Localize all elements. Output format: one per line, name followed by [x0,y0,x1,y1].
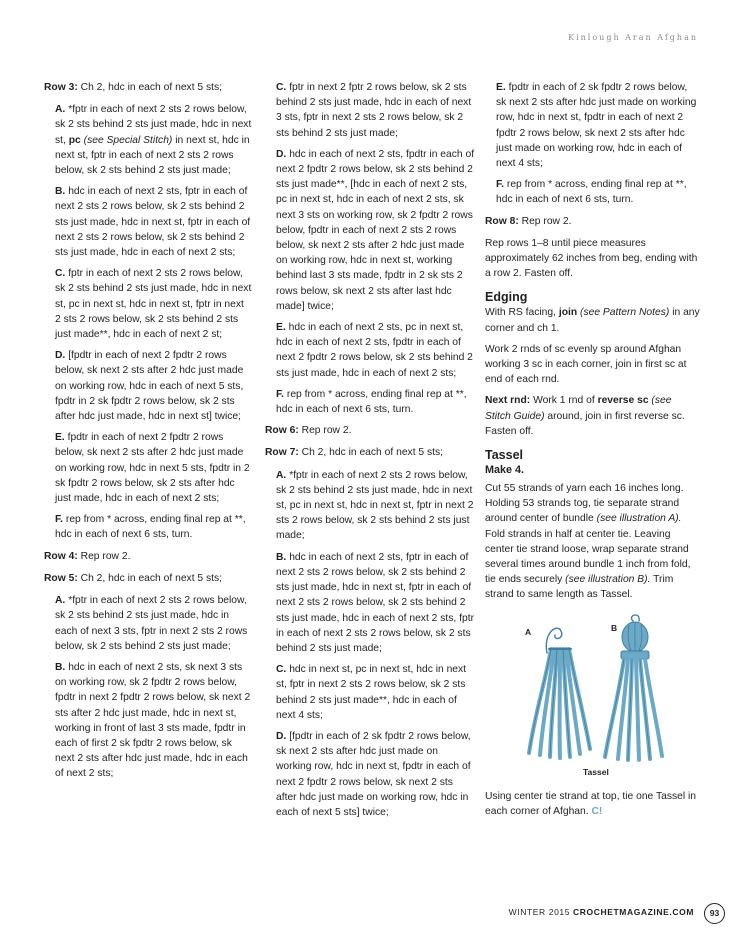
row-7-step-f: F. rep from * across, ending final rep at **, hdc in each of next 6 sts, turn. [496,179,687,206]
row-3-step-e: E. fpdtr in each of next 2 fpdtr 2 rows below, sk next 2 sts after 2 hdc just made on working row, hdc in next 5 sts, fpdtr in 2 sk fpdtr 2 rows below, sk 2 sts after hdc just made, hdc in each of next 2 sts; [55,432,250,505]
row-4-instruction: Row 4: Rep row 2. [44,550,131,562]
issue-label: WINTER 2015 [508,907,571,917]
row-7-step-c: C. hdc in next st, pc in next st, hdc in next st, fptr in next 2 sts 2 rows below, sk 2 sts behind 2 sts just made**, hdc in each of next 4 sts; [276,664,467,721]
row-5-instruction: Row 5: Ch 2, hdc in each of next 5 sts; [44,572,223,584]
repeat-rows-note: Rep rows 1–8 until piece measures approximately 62 inches from beg, ending with a row 2. Fasten off. [485,237,698,280]
row-7-instruction: Row 7: Ch 2, hdc in each of next 5 sts; [265,447,444,459]
tassel-heading: Tassel [485,448,523,463]
tassel-illustration [507,613,707,781]
tassel-drawing [507,613,707,763]
tassel-a-icon [529,628,590,758]
row-3-step-c: C. fptr in each of next 2 sts 2 rows below, sk 2 sts behind 2 sts just made, hdc in next st, pc in next st, hdc in next st, fptr in next 2 sts 2 rows below, sk 2 sts behind 2 sts just made**, hdc in each of next 2 st; [55,268,252,341]
column-3 [485,80,700,825]
row-3-step-a: A. *fptr in each of next 2 sts 2 rows below, sk 2 sts behind 2 sts just made, hdc in next st, pc (see Special Stitch) in next st, hdc in next st, fptr in each of next 2 sts 2 rows below, sk 2 sts behind 2 sts just made; [55,104,252,177]
row-7-step-d: D. [fpdtr in each of 2 sk fpdtr 2 rows below, sk next 2 sts after hdc just made on working row, hdc in next st, fpdtr in each of next 2 fpdtr 2 rows below, sk next 2 sts after hdc just made on working row, hdc in each of next 5 sts] twice; [276,730,471,818]
row-7-step-b: B. hdc in each of next 2 sts, fptr in each of next 2 sts 2 rows below, sk 2 sts behind 2 sts just made, hdc in next st, fptr in each of next 2 sts 2 rows below, sk 2 sts behind 2 sts just made, hdc in each of next 2 sts, fptr in each of next 2 sts 2 rows below, sk 2 sts behind 2 sts just made; [276,551,475,654]
illustration-label-b: B [611,622,618,633]
edging-paragraph-2: Work 2 rnds of sc evenly sp around Afghan working 3 sc in each corner, join in first sc at end of each rnd. [485,343,687,386]
row-6-instruction: Row 6: Rep row 2. [265,425,352,437]
row-5-step-c: C. fptr in next 2 fptr 2 rows below, sk 2 sts behind 2 sts just made, hdc in each of next 3 sts, fptr in next 2 sts 2 rows below, sk 2 sts behind 2 sts just made; [276,82,472,139]
row-5-step-e: E. hdc in each of next 2 sts, pc in next st, hdc in each of next 2 sts, fpdtr in each of next 2 fpdtr 2 rows below, sk 2 sts behind 2 sts just made, hdc in each of next 2 sts; [276,322,473,379]
row-7-step-e: E. fpdtr in each of 2 sk fpdtr 2 rows below, sk next 2 sts after hdc just made on working row, hdc in next st, fpdtr in each of next 2 fpdtr 2 rows below, sk next 2 sts after hdc just made on working row, hdc in each of next 4 sts; [496,82,697,170]
row-3-instruction: Row 3: Ch 2, hdc in each of next 5 sts; [44,82,223,93]
row-3-step-b: B. hdc in each of next 2 sts, fptr in each of next 2 sts 2 rows below, sk 2 sts behind 2 sts just made, hdc in next st, fptr in each of next 2 sts 2 rows below, sk 2 sts behind 2 sts just made, hdc in each of next 2 sts; [55,186,251,259]
tassel-instructions: Cut 55 strands of yarn each 16 inches long. Holding 53 strands tog, tie separate strand around center of bundle (see illustration A). Fold strands in half at center tie. Leaving center tie strand loose, wrap separate strand several times around bundle 1 inch from fold, tie ends securely (see illustration B). Trim strand to same length as Tassel. [485,483,691,601]
illustration-label-a: A [525,626,532,637]
row-5-step-b: B. hdc in each of next 2 sts, sk next 3 sts on working row, sk 2 fpdtr 2 rows below, fpdtr in next 2 fpdtr 2 rows below, sk next 2 sts after 2 hdc just made, hdc in next st, working in front of last 3 sts made, fpdtr in each of first 2 sk fpdtr 2 rows below, sk next 2 sts after hdc just made, hdc in each of next 2 sts; [55,661,251,780]
row-5-step-a: A. *fptr in each of next 2 sts 2 rows below, sk 2 sts behind 2 sts just made, hdc in each of next 3 sts, fptr in next 2 sts 2 rows below, sk 2 sts behind 2 sts just made; [55,595,248,652]
tassel-b-icon [605,615,662,760]
tassel-quantity: Make 4. [485,464,525,477]
running-head: Kinlough Aran Afghan [568,33,698,42]
next-round-instruction: Next rnd: Work 1 rnd of reverse sc (see Stitch Guide) around, join in first reverse sc. Fasten off. [485,395,685,437]
row-3-step-d: D. [fpdtr in each of next 2 fpdtr 2 rows below, sk next 2 sts after 2 hdc just made on working row, hdc in each of next 5 sts, fpdtr in 2 sk fpdtr 2 rows below, sk 2 sts after hdc just made, hdc in next st] twice; [55,350,244,423]
site-url: CROCHETMAGAZINE.COM [573,907,694,917]
column-1 [44,80,252,788]
column-2 [265,80,475,826]
row-3-step-f: F. rep from * across, ending final rep at **, hdc in each of next 6 sts, turn. [55,514,246,541]
row-8-instruction: Row 8: Rep row 2. [485,215,572,227]
edging-heading: Edging [485,290,528,305]
row-5-step-d: D. hdc in each of next 2 sts, fpdtr in each of next 2 fpdtr 2 rows below, sk 2 sts behind 2 sts just made**, [hdc in each of next 2 sts, pc in next st, hdc in each of next 2 sts, sk next 3 sts on working row, sk 2 fpdtr 2 rows below, fpdtr in each of next 2 sts 2 rows below, sk next 2 sts after 2 hdc just made on working row, hdc in next st, working behind last 3 sts made, fpdtr in 2 sk sts 2 rows below, sk next 2 sts after last hdc made] twice; [276,148,475,312]
edging-paragraph-1: With RS facing, join (see Pattern Notes) in any corner and ch 1. [485,307,700,334]
page-number: 93 [704,903,725,924]
row-5-step-f: F. rep from * across, ending final rep at **, hdc in each of next 6 sts, turn. [276,388,467,416]
closing-instruction: Using center tie strand at top, tie one Tassel in each corner of Afghan. C! [485,790,697,817]
row-7-step-a: A. *fptr in each of next 2 sts 2 rows below, sk 2 sts behind 2 sts just made, hdc in next st, pc in next st, hdc in next st, fptr in next 2 sts 2 rows below, sk 2 sts behind 2 sts just made; [276,469,474,542]
page-footer [509,907,694,917]
crochet-mark: C! [591,805,603,817]
illustration-caption: Tassel [583,766,609,777]
